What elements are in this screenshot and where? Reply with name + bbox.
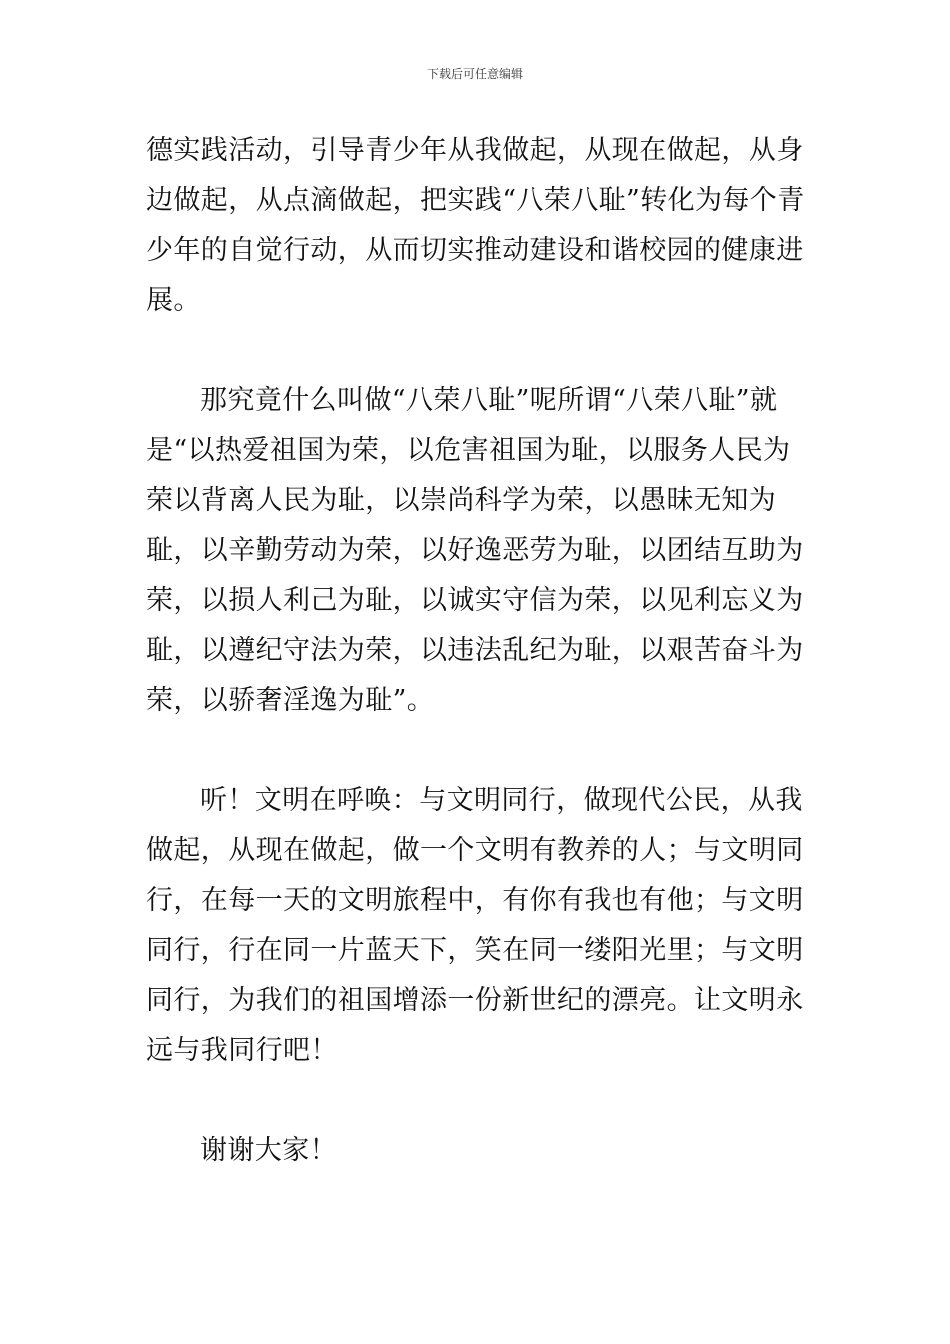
paragraph-thanks: 谢谢大家！ (200, 1135, 337, 1166)
paragraph-civilization-call: 听！文明在呼唤：与文明同行，做现代公民，从我做起，从现在做起，做一个文明有教养的人；与文明同行，在每一天的文明旅程中，有你有我也有他；与文明同行，行在同一片蓝天下，笑在同一缕阳光里；与文明同行，为我们的祖国增添一份新世纪的漂亮。让文明永远与我同行吧！ (146, 785, 804, 1066)
paragraph-gap (146, 726, 810, 776)
paragraph-gap (146, 1076, 810, 1126)
paragraph-gap (146, 326, 810, 376)
paragraph-eight-honors: 那究竟什么叫做“八荣八耻”呢所谓“八荣八耻”就是“以热爱祖国为荣，以危害祖国为耻，以服务人民为荣以背离人民为耻，以崇尚科学为荣，以愚昧无知为耻，以辛勤劳动为荣，以好逸恶劳为耻，以团结互助为荣，以损人利己为耻，以诚实守信为荣，以见利忘义为耻，以遵纪守法为荣，以违法乱纪为耻，以艰苦奋斗为荣，以骄奢淫逸为耻”。 (146, 385, 804, 716)
page-header-note: 下载后可任意编辑 (426, 67, 523, 81)
paragraph-continuation: 德实践活动，引导青少年从我做起，从现在做起，从身边做起，从点滴做起，把实践“八荣八耻”转化为每个青少年的自觉行动，从而切实推动建设和谐校园的健康进展。 (146, 135, 805, 316)
document-body (146, 126, 810, 1176)
